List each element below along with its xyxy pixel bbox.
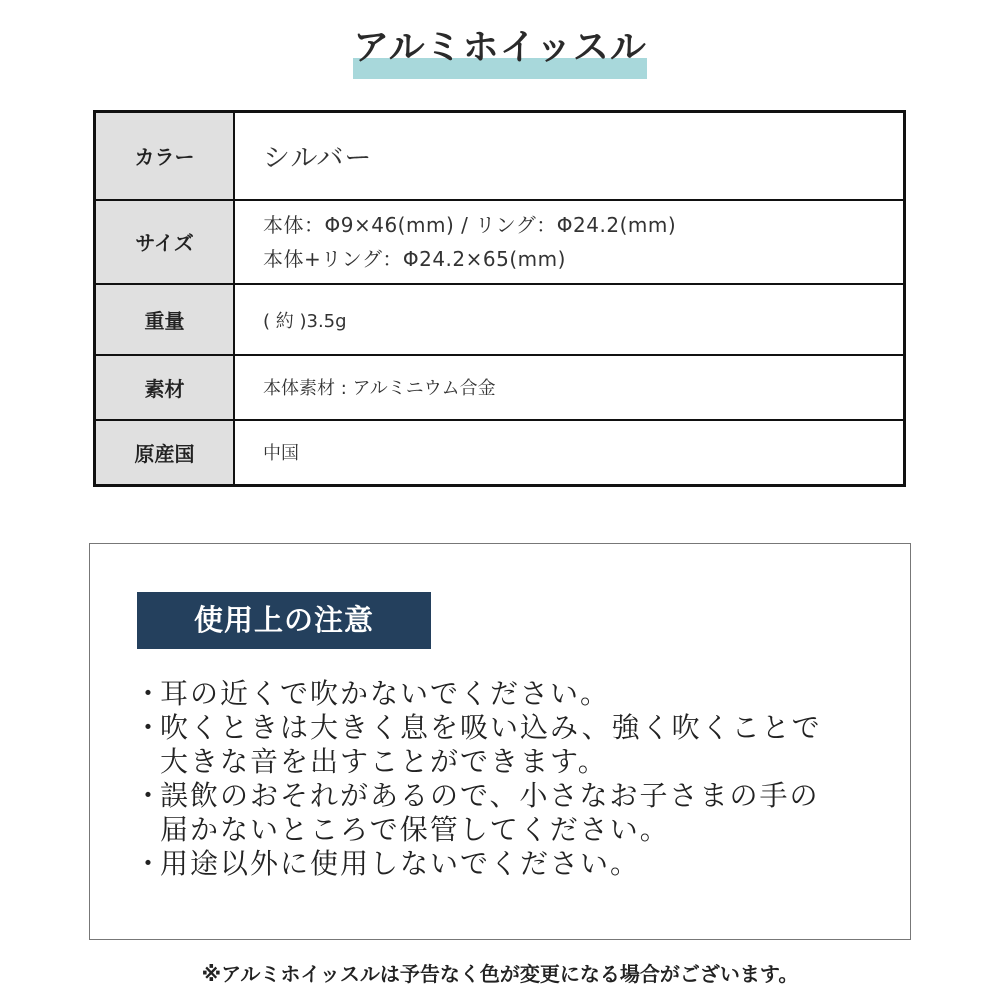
notice-item-line: 届かないところで保管してください。 [160,813,670,846]
notice-item-line: 吹くときは大きく息を吸い込み、強く吹くことで [160,711,822,744]
spec-value-line: 本体素材 : アルミニウム合金 [263,377,496,399]
spec-key-color: カラー [95,112,235,200]
notice-item-line: 用途以外に使用しないでください。 [160,847,641,880]
spec-value-weight [234,284,905,355]
spec-value-origin [234,420,905,486]
spec-key-origin: 原産国 [95,420,235,486]
bullet-icon: ・ [134,677,165,710]
spec-key-size: サイズ [95,200,235,284]
notice-list [134,677,894,881]
spec-row-material [95,355,905,420]
spec-row-color [95,112,905,200]
spec-value-size [234,200,905,284]
spec-value-line: シルバー [263,143,373,175]
footnote: ※アルミホイッスルは予告なく色が変更になる場合がございます。 [201,962,799,986]
bullet-icon: ・ [134,847,165,880]
spec-row-origin [95,420,905,486]
spec-row-weight [95,284,905,355]
spec-value-line: 本体：Φ9×46(mm) / リング：Φ24.2(mm) [263,212,677,237]
notice-heading: 使用上の注意 [137,592,431,649]
notice-box [89,543,911,940]
notice-item-line: 誤飲のおそれがあるので、小さなお子さまの手の [160,779,820,812]
spec-key-material: 素材 [95,355,235,420]
spec-row-size [95,200,905,284]
spec-value-line: ( 約 )3.5g [263,310,347,332]
notice-item [134,677,894,711]
page-title: アルミホイッスル [353,27,647,68]
notice-item [134,779,894,847]
bullet-icon: ・ [134,779,165,812]
spec-value-line: 本体+リング：Φ24.2×65(mm) [263,246,566,271]
notice-item-line: 大きな音を出すことができます。 [160,745,608,778]
notice-item [134,847,894,881]
spec-key-weight: 重量 [95,284,235,355]
spec-value-material [234,355,905,420]
notice-item [134,711,894,779]
bullet-icon: ・ [134,711,165,744]
notice-item-line: 耳の近くで吹かないでください。 [160,677,611,710]
spec-value-color [234,112,905,200]
spec-value-line: 中国 [263,443,299,465]
spec-table [93,110,906,487]
title-wrap [0,22,1000,74]
